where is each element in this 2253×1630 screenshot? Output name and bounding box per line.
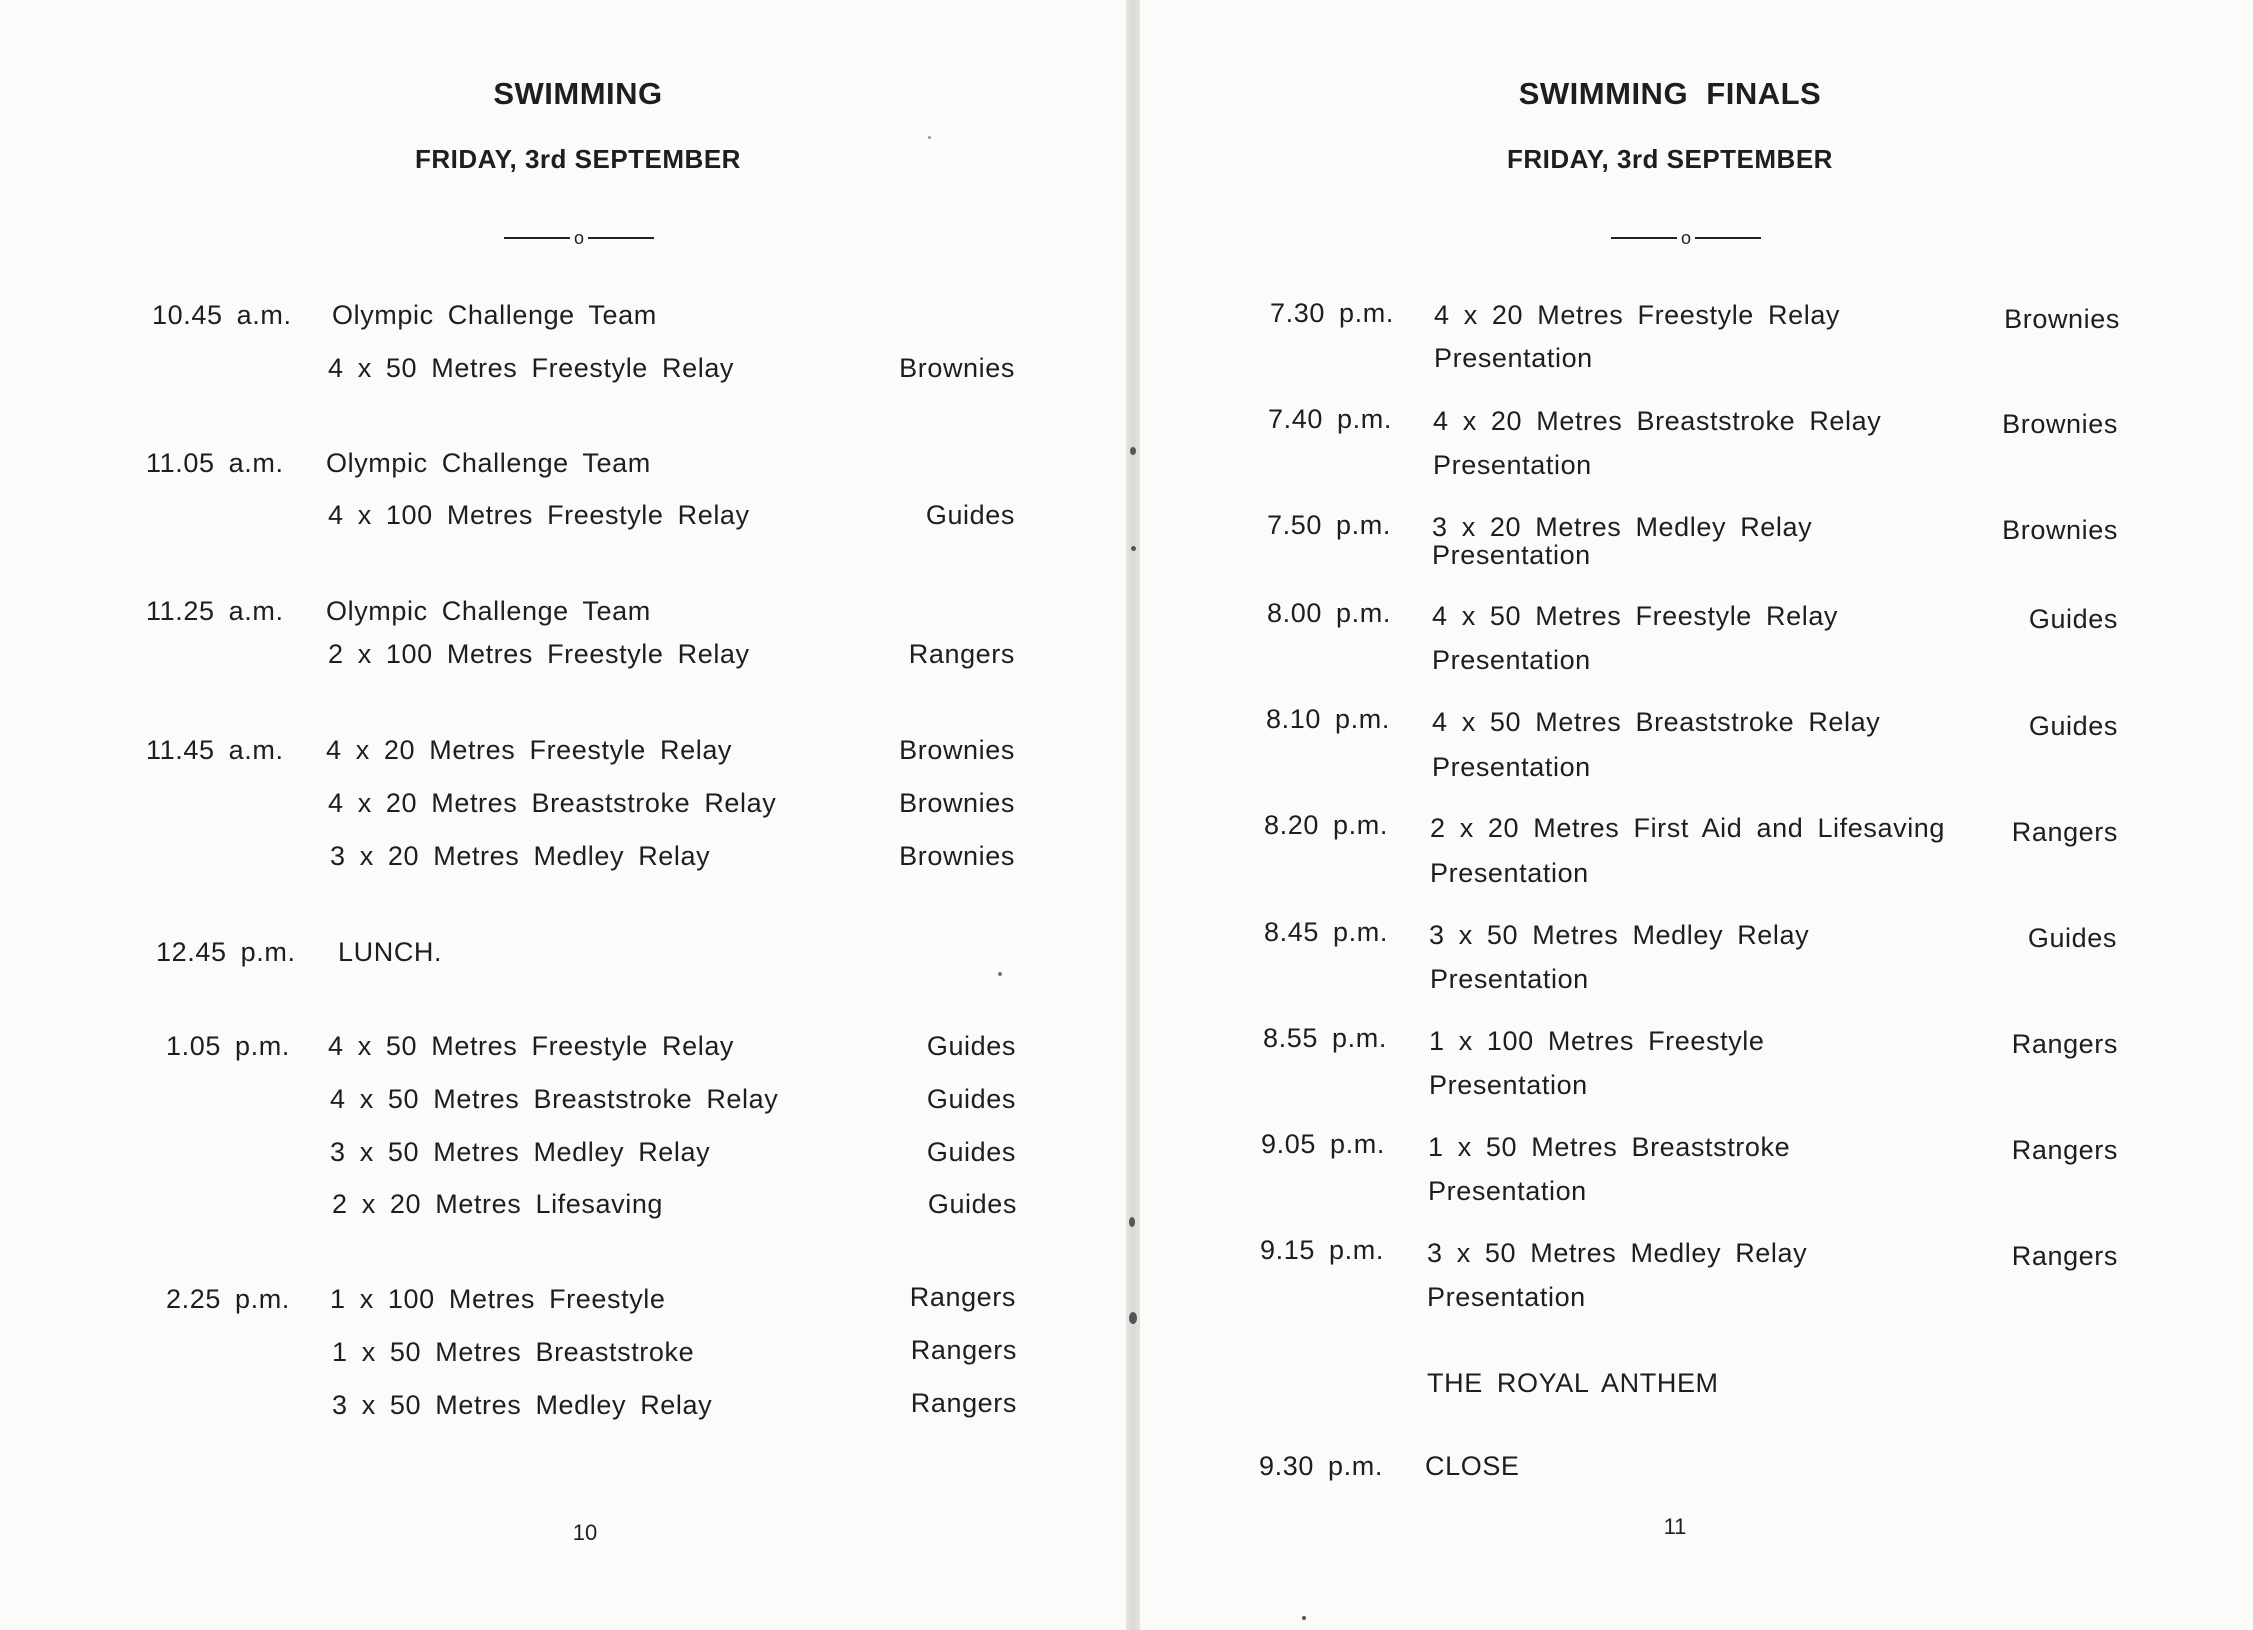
close-time: 9.30 p.m. [1259,1451,1383,1481]
event-name: Olympic Challenge Team [332,300,657,330]
event-section: Guides [926,1137,1016,1167]
event-section: Guides [926,1084,1016,1114]
event-time: 11.45 a.m. [146,735,284,765]
event-time: 7.40 p.m. [1268,404,1392,434]
presentation-label: Presentation [1430,964,1589,994]
paper-speck [998,972,1002,976]
event-name: 4 x 50 Metres Breaststroke Relay [330,1084,779,1114]
event-section: Guides [926,1031,1016,1061]
presentation-label: Presentation [1432,540,1591,570]
event-name: 3 x 50 Metres Medley Relay [332,1390,713,1420]
presentation-label: Presentation [1432,752,1591,782]
presentation-label: Presentation [1428,1176,1587,1206]
event-name: 1 x 100 Metres Freestyle [1429,1026,1765,1056]
event-section: Rangers [2011,817,2118,847]
event-time: 8.20 p.m. [1264,810,1388,840]
lunch-label: LUNCH. [338,937,443,967]
section-divider [1611,227,1761,247]
event-name: 3 x 20 Metres Medley Relay [1432,512,1813,542]
event-time: 8.10 p.m. [1266,704,1390,734]
event-section: Rangers [2011,1135,2118,1165]
event-section: Rangers [2011,1029,2118,1059]
event-section: Rangers [910,1335,1017,1365]
event-name: 1 x 100 Metres Freestyle [330,1284,666,1314]
event-section: Brownies [899,841,1015,871]
event-name: 1 x 50 Metres Breaststroke [332,1337,695,1367]
event-name: 4 x 20 Metres Breaststroke Relay [328,788,777,818]
event-name: 3 x 50 Metres Medley Relay [1429,920,1810,950]
event-time: 9.05 p.m. [1261,1129,1385,1159]
event-time: 7.50 p.m. [1267,510,1391,540]
page-number: 11 [1663,1514,1687,1539]
event-time: 8.55 p.m. [1263,1023,1387,1053]
paper-speck [928,136,931,139]
event-name: 3 x 20 Metres Medley Relay [330,841,711,871]
event-section: Guides [927,1189,1017,1219]
royal-anthem: THE ROYAL ANTHEM [1427,1368,1719,1398]
page-number: 10 [572,1520,598,1545]
page-title: SWIMMING [493,76,663,111]
section-divider [504,227,654,247]
event-name: 4 x 100 Metres Freestyle Relay [328,500,750,530]
event-name: 2 x 20 Metres First Aid and Lifesaving [1430,813,1946,843]
event-name: Olympic Challenge Team [326,596,651,626]
event-name: Olympic Challenge Team [326,448,651,478]
event-time: 11.05 a.m. [146,448,284,478]
event-section: Brownies [899,353,1015,383]
event-name: 2 x 20 Metres Lifesaving [332,1189,664,1219]
event-section: Guides [925,500,1015,530]
event-name: 3 x 50 Metres Medley Relay [330,1137,711,1167]
event-time: 7.30 p.m. [1270,298,1394,328]
divider-mark: o [1680,228,1691,248]
event-section: Rangers [910,1388,1017,1418]
event-name: 2 x 100 Metres Freestyle Relay [328,639,750,669]
event-time: 8.00 p.m. [1267,598,1391,628]
paper-speck [1302,1616,1306,1620]
event-section: Brownies [2004,304,2120,334]
page-title: SWIMMING FINALS [1518,76,1822,111]
presentation-label: Presentation [1434,343,1593,373]
event-time: 1.05 p.m. [166,1031,290,1061]
event-name: 4 x 50 Metres Freestyle Relay [328,353,735,383]
presentation-label: Presentation [1433,450,1592,480]
page-subtitle: FRIDAY, 3rd SEPTEMBER [415,144,741,174]
event-time: 2.25 p.m. [166,1284,290,1314]
presentation-label: Presentation [1427,1282,1586,1312]
event-section: Guides [2028,604,2118,634]
gutter-speck [1130,447,1136,455]
event-name: 4 x 20 Metres Freestyle Relay [326,735,733,765]
event-section: Guides [2027,923,2117,953]
presentation-label: Presentation [1429,1070,1588,1100]
presentation-label: Presentation [1432,645,1591,675]
event-section: Brownies [2002,409,2118,439]
divider-mark: o [573,228,584,248]
event-name: 3 x 50 Metres Medley Relay [1427,1238,1808,1268]
event-section: Brownies [2002,515,2118,545]
event-name: 4 x 50 Metres Freestyle Relay [1432,601,1839,631]
event-time: 11.25 a.m. [146,596,284,626]
presentation-label: Presentation [1430,858,1589,888]
event-section: Brownies [899,788,1015,818]
event-time: 8.45 p.m. [1264,917,1388,947]
event-name: 4 x 20 Metres Freestyle Relay [1434,300,1841,330]
event-time: 12.45 p.m. [156,937,296,967]
event-section: Guides [2028,711,2118,741]
page-subtitle: FRIDAY, 3rd SEPTEMBER [1507,144,1833,174]
event-section: Rangers [908,639,1015,669]
gutter-speck [1131,546,1136,551]
right-page [1140,0,2253,1630]
gutter-speck [1129,1312,1137,1324]
event-section: Rangers [909,1282,1016,1312]
event-section: Brownies [899,735,1015,765]
event-name: 4 x 50 Metres Freestyle Relay [328,1031,735,1061]
gutter-speck [1129,1217,1135,1227]
event-name: 4 x 50 Metres Breaststroke Relay [1432,707,1881,737]
event-name: 4 x 20 Metres Breaststroke Relay [1433,406,1882,436]
close-label: CLOSE [1425,1451,1520,1481]
event-section: Rangers [2011,1241,2118,1271]
event-time: 10.45 a.m. [152,300,292,330]
event-name: 1 x 50 Metres Breaststroke [1428,1132,1791,1162]
event-time: 9.15 p.m. [1260,1235,1384,1265]
